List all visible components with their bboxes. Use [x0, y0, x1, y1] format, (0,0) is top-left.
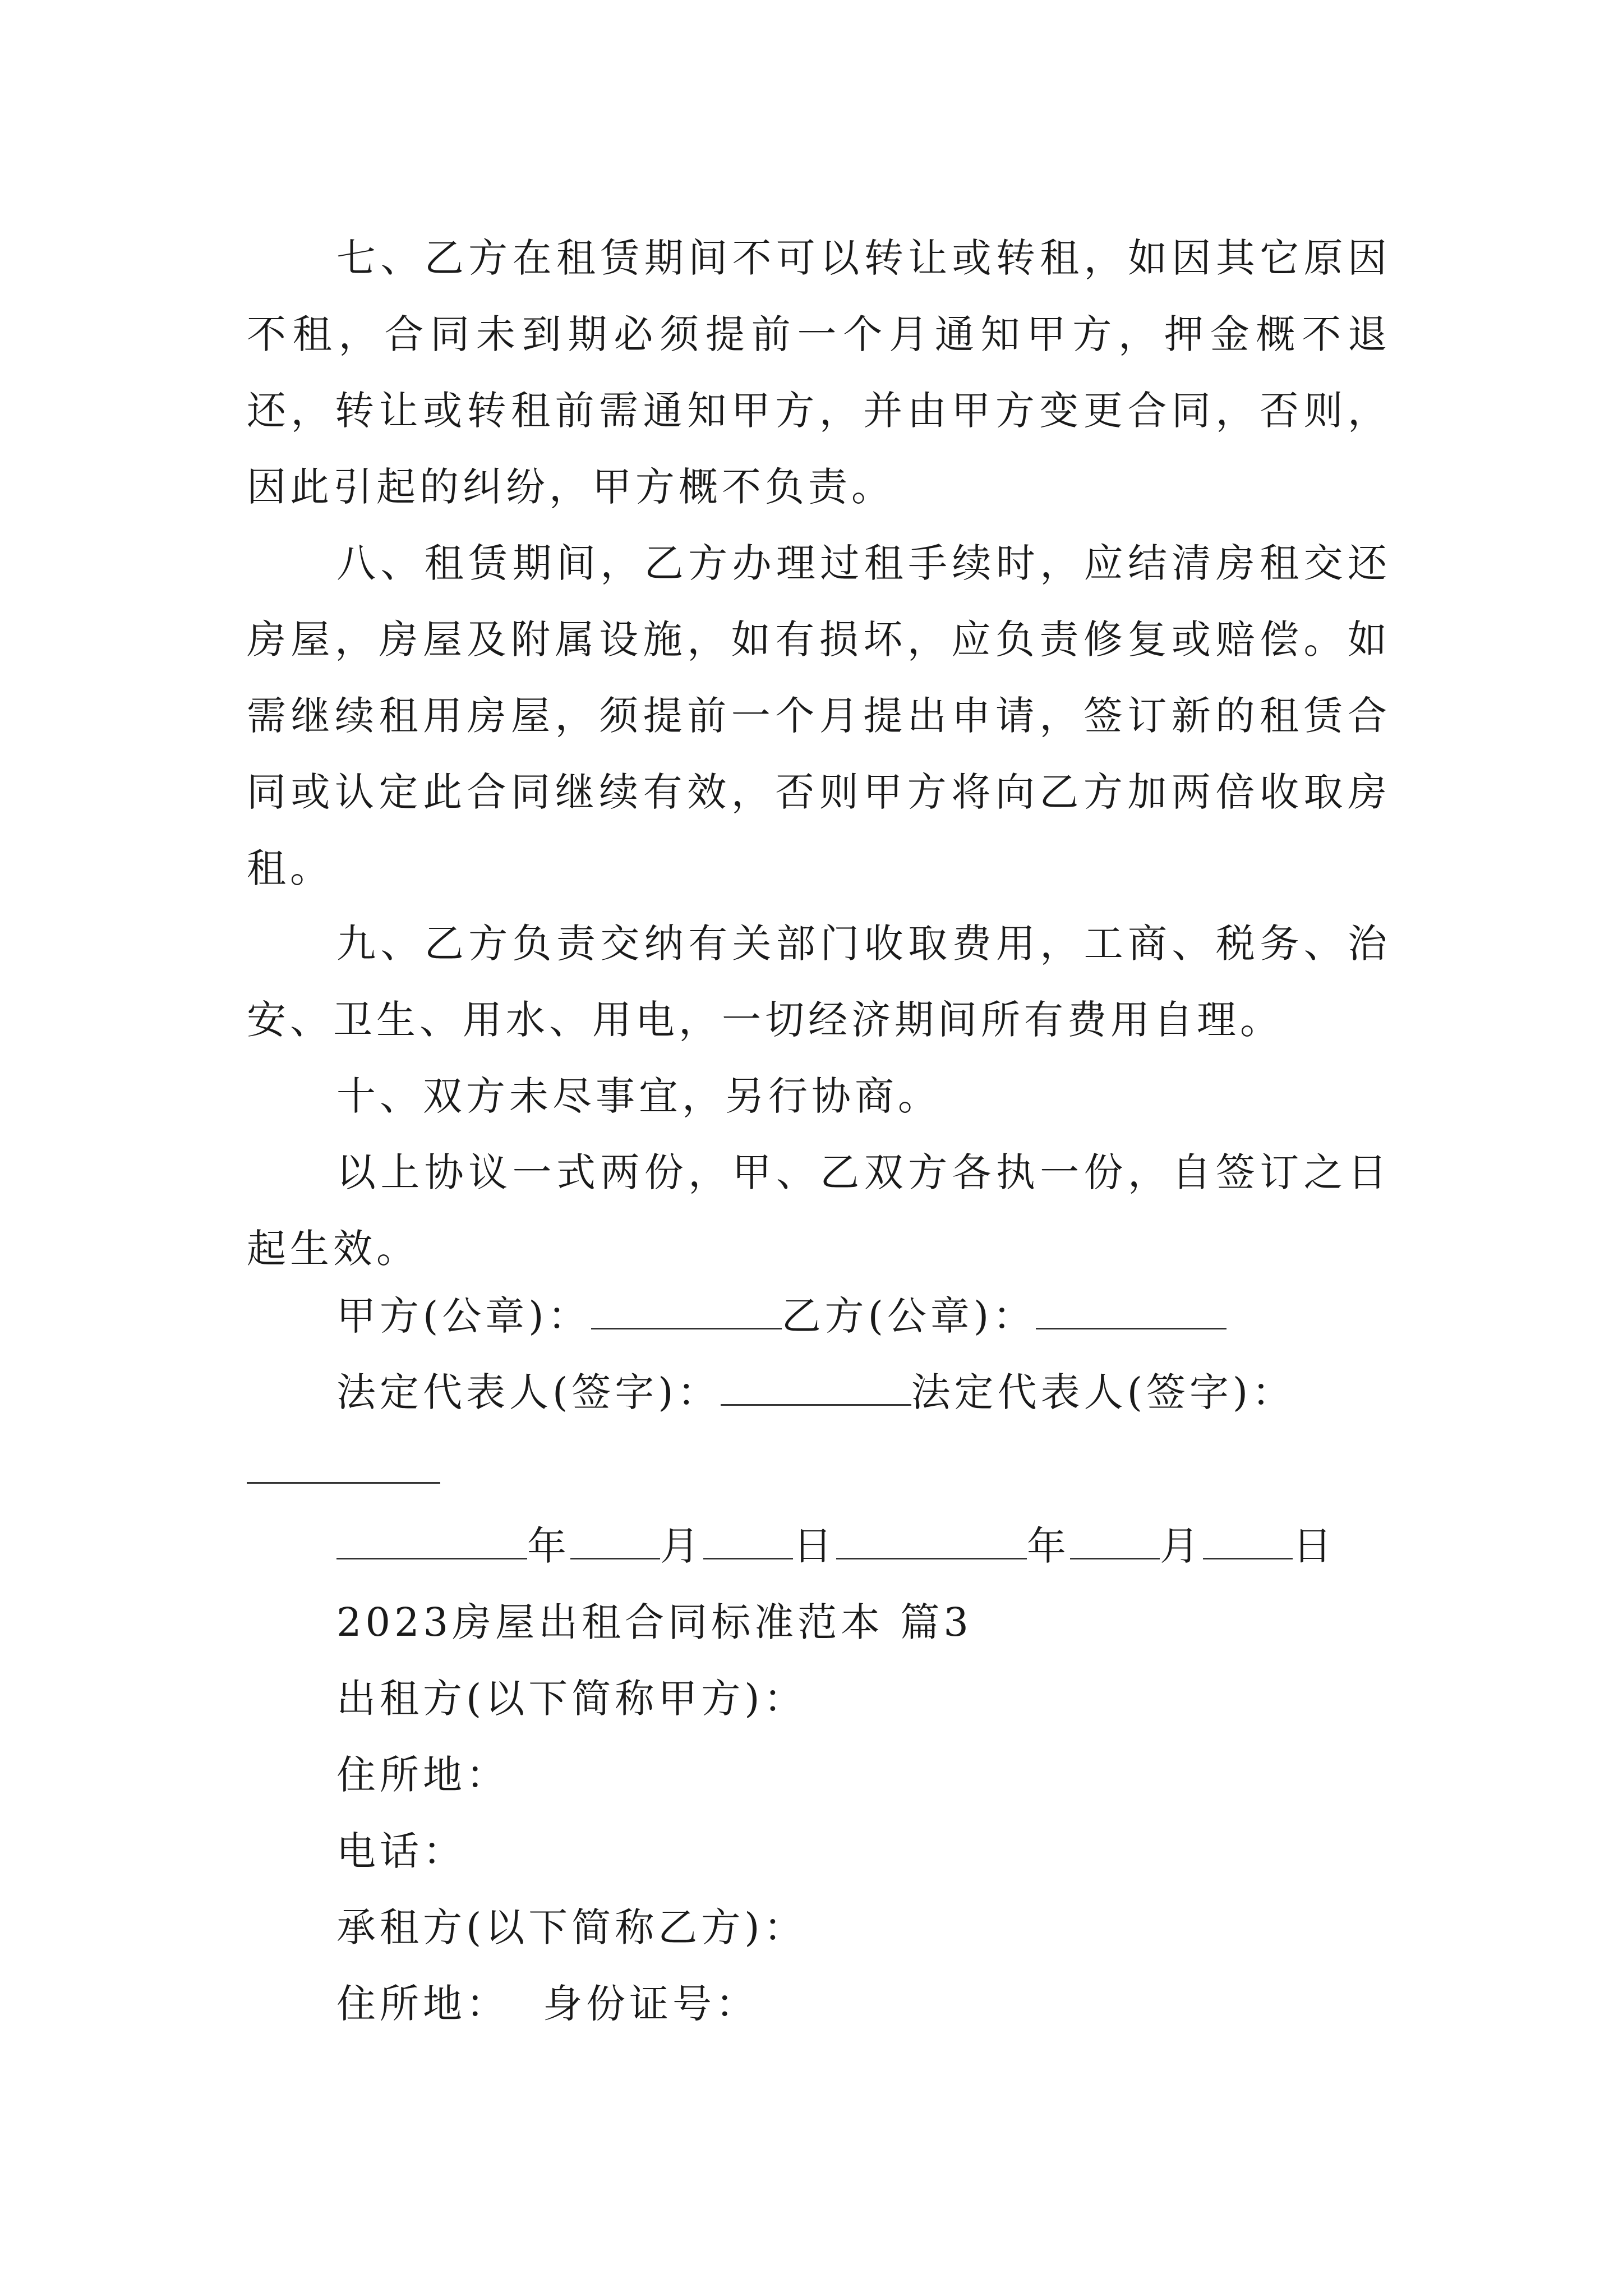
lessee-address-label: 住所地： [336, 1981, 509, 2027]
year-b-label: 年 [1027, 1523, 1070, 1569]
year-a-blank [336, 1524, 527, 1559]
representative-line [336, 1364, 1295, 1420]
day-a-blank [703, 1524, 793, 1559]
month-b-blank [1070, 1524, 1160, 1559]
clause-10: 十、双方未尽事宜，另行协商。 [336, 1073, 941, 1119]
month-a-label: 月 [660, 1523, 703, 1569]
year-a-label: 年 [527, 1523, 570, 1569]
rep-a-label: 法定代表人(签字)： [336, 1369, 721, 1415]
id-number-label: 身份证号： [543, 1981, 759, 2027]
rep-b-blank [247, 1481, 440, 1484]
rep-a-blank [721, 1370, 911, 1406]
lessor-address-line: 住所地： [336, 1752, 509, 1798]
lessee-address-line [336, 1976, 759, 2032]
month-b-label: 月 [1160, 1523, 1203, 1569]
day-a-label: 日 [793, 1523, 836, 1569]
party-b-seal-label: 乙方(公章)： [781, 1293, 1036, 1339]
party-a-seal-label: 甲方(公章)： [336, 1293, 591, 1339]
lessee-line: 承租方(以下简称乙方)： [336, 1904, 807, 1950]
rep-b-label: 法定代表人(签字)： [911, 1369, 1295, 1415]
year-b-blank [836, 1524, 1027, 1559]
section-3-heading: 2023房屋出租合同标准范本 篇3 [336, 1599, 972, 1645]
clause-7: 七、乙方在租赁期间不可以转让或转租，如因其它原因不租，合同未到期必须提前一个月通知甲方，押金概不退还，转让或转租前需通知甲方，并由甲方变更合同，否则，因此引起的纠纷，甲方概不负责。 [247, 235, 1391, 510]
lessor-line: 出租方(以下简称甲方)： [336, 1676, 807, 1722]
phone-line: 电话： [336, 1828, 466, 1874]
closing-paragraph: 以上协议一式两份，甲、乙双方各执一份，自签订之日起生效。 [247, 1149, 1391, 1272]
party-b-seal-blank [1036, 1294, 1227, 1329]
date-line [336, 1518, 1336, 1574]
day-b-label: 日 [1293, 1523, 1336, 1569]
clause-9: 九、乙方负责交纳有关部门收取费用，工商、税务、治安、卫生、用水、用电，一切经济期间所有费用自理。 [247, 921, 1391, 1043]
seal-line [336, 1288, 1227, 1344]
day-b-blank [1203, 1524, 1293, 1559]
month-a-blank [570, 1524, 660, 1559]
clause-8: 八、租赁期间，乙方办理过租手续时，应结清房租交还房屋，房屋及附属设施，如有损坏，应负责修复或赔偿。如需继续租用房屋，须提前一个月提出申请，签订新的租赁合同或认定此合同继续有效，否则甲方将向乙方加两倍收取房租。 [247, 540, 1391, 891]
party-a-seal-blank [591, 1294, 782, 1329]
